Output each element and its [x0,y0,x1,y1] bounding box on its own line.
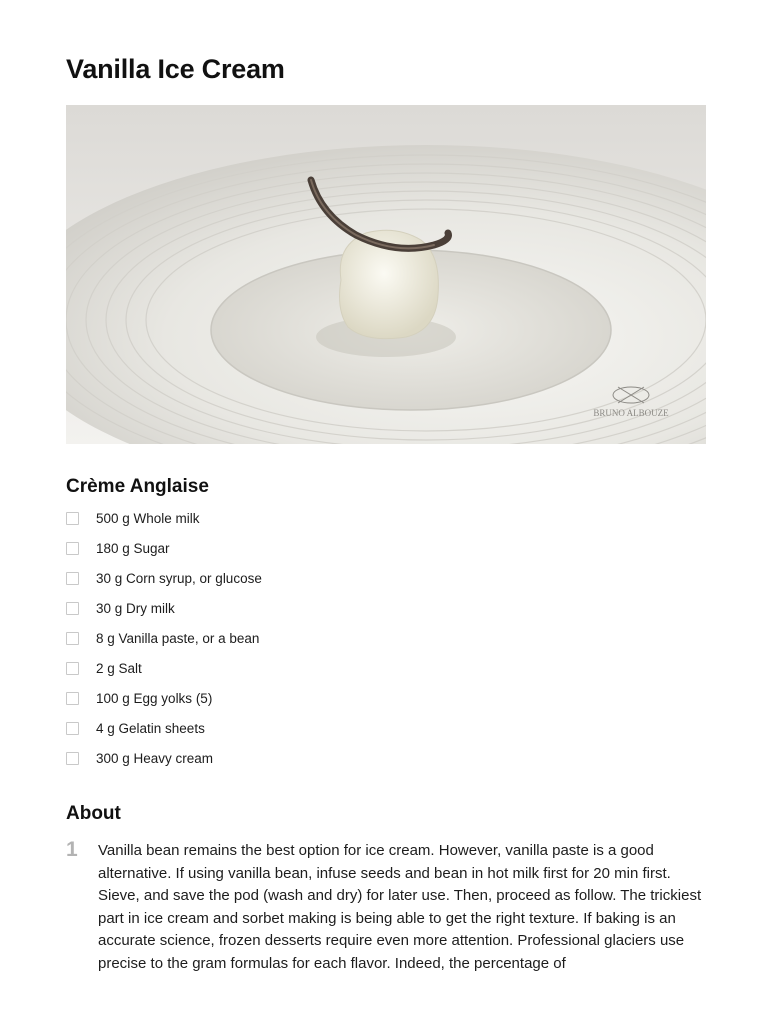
ingredient-label: 4 g Gelatin sheets [96,721,205,737]
ingredient-item[interactable] [66,563,706,593]
ingredient-item[interactable] [66,503,706,533]
ingredient-label: 100 g Egg yolks (5) [96,691,213,707]
about-heading: About [66,803,121,824]
step-item [66,840,706,976]
ingredient-item[interactable] [66,593,706,623]
ingredient-checkbox[interactable] [66,722,79,735]
ingredient-list [66,503,706,774]
ingredient-label: 300 g Heavy cream [96,751,214,767]
recipe-title: Vanilla Ice Cream [66,54,285,84]
ingredient-label: 8 g Vanilla paste, or a bean [96,630,260,646]
ingredient-checkbox[interactable] [66,692,79,705]
ingredient-checkbox[interactable] [66,752,79,765]
ingredient-item[interactable] [66,744,706,774]
step-text: Vanilla bean remains the best option for ice cream. However, vanilla paste is a good alternative. If using vanilla bean, infuse seeds and bean in hot milk first for 20 min first. Sieve, and save the pod (wash and dry) for later use. Then, proceed as follow. The trickiest part in ice cream and sorbet making is being able to get the right texture. If baking is an accurate science, frozen desserts require even more attention. Professional glaciers use precise to the gram formulas for each flavor. Indeed, the percentage of [98,842,702,972]
step-number: 1 [66,838,78,861]
ingredient-checkbox[interactable] [66,662,79,675]
ice-cream-plate-illustration [66,105,706,444]
ingredient-label: 500 g Whole milk [96,510,200,526]
ingredient-label: 180 g Sugar [96,540,170,556]
ingredient-item[interactable] [66,653,706,683]
ingredient-checkbox[interactable] [66,602,79,615]
ingredient-label: 30 g Corn syrup, or glucose [96,570,262,586]
ingredient-item[interactable] [66,623,706,653]
ingredient-checkbox[interactable] [66,542,79,555]
ingredient-item[interactable] [66,684,706,714]
ingredient-label: 2 g Salt [96,661,142,677]
ingredient-label: 30 g Dry milk [96,600,175,616]
ingredient-checkbox[interactable] [66,572,79,585]
ingredient-checkbox[interactable] [66,512,79,525]
ingredient-item[interactable] [66,714,706,744]
hero-watermark: BRUNO ALBOUZE [593,408,669,418]
hero-image [66,105,706,444]
ingredient-checkbox[interactable] [66,632,79,645]
creme-anglaise-heading: Crème Anglaise [66,476,209,497]
ingredient-item[interactable] [66,533,706,563]
